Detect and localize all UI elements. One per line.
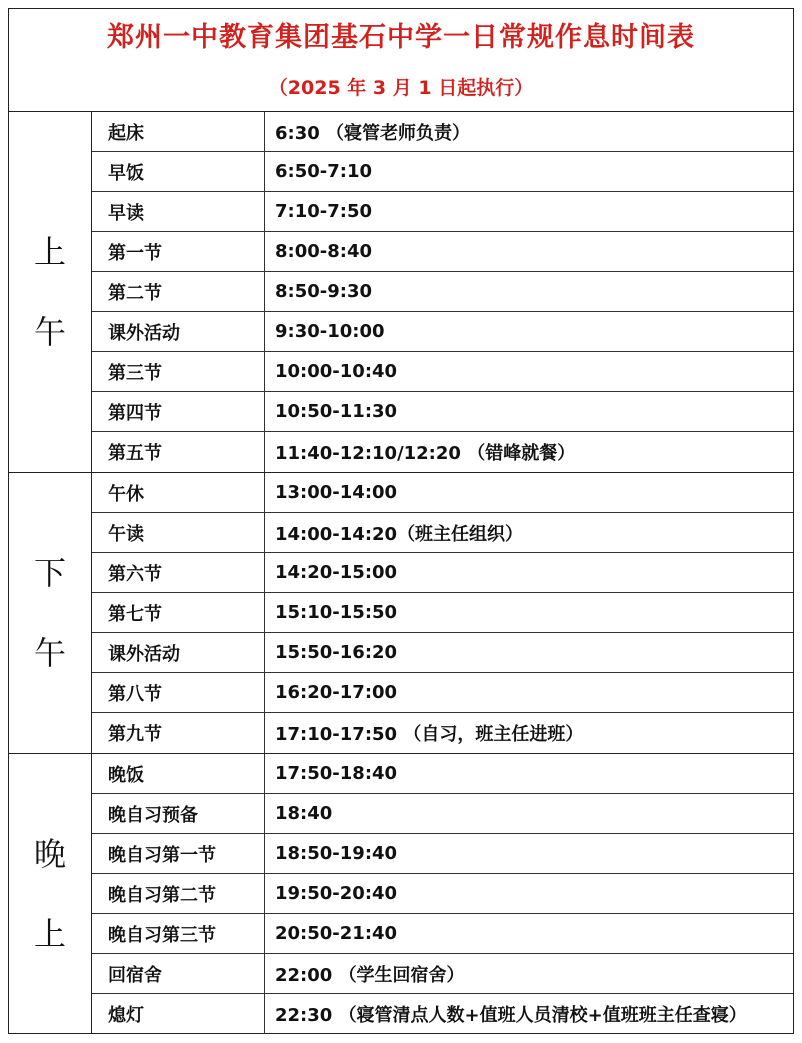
- table-row: [92, 473, 793, 513]
- activity-cell: 第三节: [92, 352, 265, 391]
- activity-cell: 晚自习第三节: [92, 914, 265, 953]
- time-cell: 18:50-19:40: [275, 843, 398, 864]
- time-cell: 18:40: [275, 803, 333, 824]
- time-cell: 8:50-9:30: [275, 281, 373, 302]
- table-row: [92, 994, 793, 1034]
- table-row: [92, 754, 793, 794]
- time-cell: 6:50-7:10: [275, 161, 373, 182]
- table-row: [92, 914, 793, 954]
- activity-cell: 晚自习第二节: [92, 874, 265, 913]
- time-cell: 11:40-12:10/12:20 （错峰就餐）: [275, 443, 576, 464]
- period-label-char: 下: [33, 554, 66, 592]
- section-afternoon: [9, 473, 793, 754]
- time-cell: 17:50-18:40: [275, 763, 398, 784]
- table-row: [92, 954, 793, 994]
- time-cell: 14:20-15:00: [275, 562, 398, 583]
- time-cell: 7:10-7:50: [275, 201, 373, 222]
- activity-cell: 早读: [92, 192, 265, 231]
- time-cell: 15:50-16:20: [275, 642, 398, 663]
- table-row: [92, 392, 793, 432]
- table-row: [92, 794, 793, 834]
- period-label-char: 午: [33, 634, 66, 672]
- activity-cell: 第九节: [92, 713, 265, 753]
- time-cell: 13:00-14:00: [275, 482, 398, 503]
- section-morning: [9, 112, 793, 473]
- time-cell: 14:00-14:20（班主任组织）: [275, 523, 524, 545]
- period-label: [9, 473, 92, 753]
- table-row: [92, 713, 793, 753]
- table-row: [92, 312, 793, 352]
- activity-cell: 起床: [92, 112, 265, 151]
- table-row: [92, 272, 793, 312]
- time-cell: 17:10-17:50 （自习，班主任进班）: [275, 724, 584, 745]
- time-cell: 6:30 （寝管老师负责）: [275, 122, 471, 144]
- table-row: [92, 673, 793, 713]
- table-row: [92, 513, 793, 553]
- table-row: [92, 633, 793, 673]
- time-cell: 20:50-21:40: [275, 923, 398, 944]
- activity-cell: 第七节: [92, 593, 265, 632]
- time-cell: 10:50-11:30: [275, 401, 398, 422]
- activity-cell: 第四节: [92, 392, 265, 431]
- table-row: [92, 553, 793, 593]
- time-cell: 19:50-20:40: [275, 883, 398, 904]
- activity-cell: 晚自习预备: [92, 794, 265, 833]
- activity-cell: 早饭: [92, 152, 265, 191]
- period-label: [9, 754, 92, 1034]
- time-cell: 9:30-10:00: [275, 321, 385, 342]
- table-row: [92, 112, 793, 152]
- activity-cell: 熄灯: [92, 994, 265, 1034]
- activity-cell: 午休: [92, 473, 265, 512]
- period-label-char: 上: [33, 233, 66, 271]
- table-row: [92, 152, 793, 192]
- activity-cell: 午读: [92, 513, 265, 552]
- period-label-char: 午: [33, 313, 66, 351]
- table-row: [92, 232, 793, 272]
- page-title: 郑州一中教育集团基石中学一日常规作息时间表: [107, 22, 695, 53]
- time-cell: 8:00-8:40: [275, 241, 373, 262]
- period-label-char: 上: [33, 915, 66, 953]
- schedule-rows: [92, 754, 793, 1034]
- schedule-rows: [92, 473, 793, 753]
- time-cell: 10:00-10:40: [275, 361, 398, 382]
- period-label: [9, 112, 92, 472]
- table-row: [92, 432, 793, 472]
- table-row: [92, 192, 793, 232]
- time-cell: 22:30 （寝管清点人数+值班人员清校+值班班主任查寝）: [275, 1005, 747, 1026]
- table-row: [92, 593, 793, 633]
- activity-cell: 课外活动: [92, 633, 265, 672]
- time-cell: 15:10-15:50: [275, 602, 398, 623]
- activity-cell: 第一节: [92, 232, 265, 271]
- activity-cell: 课外活动: [92, 312, 265, 351]
- effective-date: （2025 年 3 月 1 日起执行）: [268, 77, 534, 99]
- activity-cell: 晚饭: [92, 754, 265, 793]
- period-label-char: 晚: [33, 835, 66, 873]
- time-cell: 22:00 （学生回宿舍）: [275, 964, 465, 986]
- section-evening: [9, 754, 793, 1034]
- activity-cell: 第二节: [92, 272, 265, 311]
- activity-cell: 晚自习第一节: [92, 834, 265, 873]
- schedule-body: [9, 112, 793, 1034]
- activity-cell: 第八节: [92, 673, 265, 712]
- activity-cell: 第五节: [92, 432, 265, 472]
- table-row: [92, 834, 793, 874]
- table-row: [92, 874, 793, 914]
- time-cell: 16:20-17:00: [275, 682, 398, 703]
- activity-cell: 第六节: [92, 553, 265, 592]
- schedule-rows: [92, 112, 793, 472]
- activity-cell: 回宿舍: [92, 954, 265, 993]
- table-header: [9, 9, 793, 112]
- schedule-table: [8, 8, 794, 1034]
- table-row: [92, 352, 793, 392]
